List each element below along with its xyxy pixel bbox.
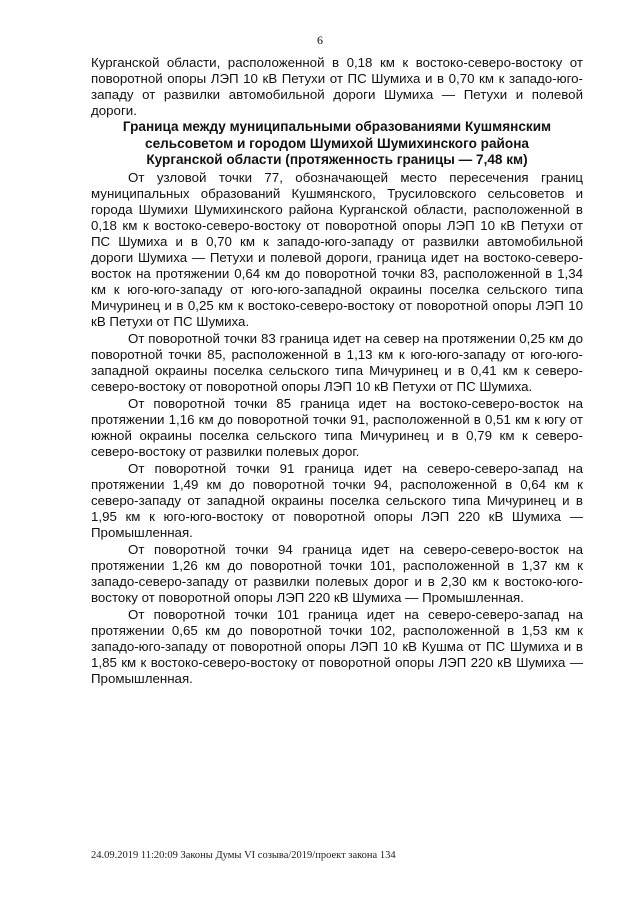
document-footer: 24.09.2019 11:20:09 Законы Думы VI созыва/2019/проект закона 134	[91, 850, 396, 861]
body-paragraph: От поворотной точки 91 граница идет на северо-северо-запад на протяжении 1,49 км до поворотной точки 94, расположенной в 0,64 км к северо-западу от западной окраины поселка сельского типа Мичуринец и в 1,95 км к юго-юго-востоку от поворотной опоры ЛЭП 220 кВ Шумиха — Промышленная.	[91, 460, 583, 540]
page-number: 6	[317, 33, 323, 47]
intro-paragraph: Курганской области, расположенной в 0,18 км к востоко-северо-востоку от поворотной опоры ЛЭП 10 кВ Петухи от ПС Шумиха и в 0,70 км к западо-юго-западу от развилки автомобильной дороги Шумиха — Петухи и полевой дороги.	[91, 55, 583, 118]
body-paragraph: От поворотной точки 85 граница идет на востоко-северо-восток на протяжении 1,16 км до поворотной точки 91, расположенной в 0,51 км к югу от южной окраины поселка сельского типа Мичуринец и в 0,79 км к северо-северо-востоку от развилки полевых дорог.	[91, 395, 583, 459]
document-body	[91, 55, 583, 687]
body-paragraph: От поворотной точки 101 граница идет на северо-северо-запад на протяжении 0,65 км до поворотной точки 102, расположенной в 1,53 км к западо-юго-западу от поворотной опоры ЛЭП 10 кВ Кушма от ПС Шумиха и в 1,85 км к востоко-северо-востоку от поворотной опоры ЛЭП 220 кВ Шумиха — Промышленная.	[91, 606, 583, 686]
body-paragraph: От поворотной точки 94 граница идет на северо-северо-восток на протяжении 1,26 км до поворотной точки 101, расположенной в 1,37 км к западо-северо-западу от развилки полевых дорог и в 2,30 км к востоко-юго-востоку от поворотной опоры ЛЭП 220 кВ Шумиха — Промышленная.	[91, 541, 583, 605]
section-heading: Граница между муниципальными образованиями Кушмянским сельсоветом и городом Шумихой Шумихинского района Курганской области (протяженность границы — 7,48 км)	[122, 119, 552, 167]
body-paragraph: От поворотной точки 83 граница идет на север на протяжении 0,25 км до поворотной точки 85, расположенной в 1,13 км к юго-юго-западу от юго-юго-западной окраины поселка сельского типа Мичуринец и в 0,41 км к северо-северо-востоку от поворотной опоры ЛЭП 10 кВ Петухи от ПС Шумиха.	[91, 330, 583, 394]
body-paragraph: От узловой точки 77, обозначающей место пересечения границ муниципальных образований Кушмянского, Трусиловского сельсоветов и города Шумихи Шумихинского района Курганской области, расположенной в 0,18 км к востоко-северо-востоку от поворотной опоры ЛЭП 10 кВ Петухи от ПС Шумиха и в 0,70 км к западо-юго-западу от развилки автомобильной дороги Шумиха — Петухи и полевой дороги, граница идет на востоко-северо-восток на протяжении 0,64 км до поворотной точки 83, расположенной в 1,34 км к юго-юго-западу от юго-юго-западной окраины поселка сельского типа Мичуринец и в 0,25 км к востоко-северо-востоку от поворотной опоры ЛЭП 10 кВ Петухи от ПС Шумиха.	[91, 169, 583, 329]
